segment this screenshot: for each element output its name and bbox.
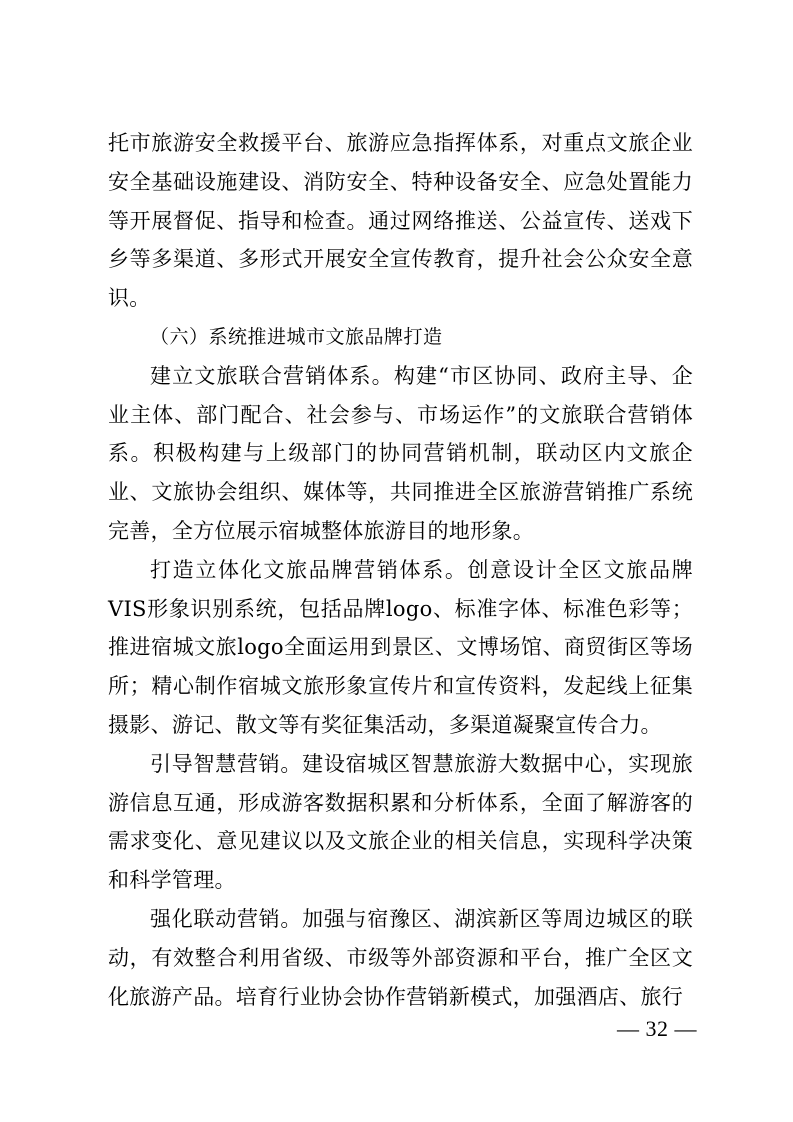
paragraph-linked-marketing: 强化联动营销。加强与宿豫区、湖滨新区等周边城区的联动，有效整合利用省级、市级等外部资源和平台，推广全区文化旅游产品。培育行业协会协作营销新模式，加强酒店、旅行 xyxy=(108,906,693,1009)
paragraph-safety-platform: 托市旅游安全救援平台、旅游应急指挥体系，对重点文旅企业安全基础设施建设、消防安全、特种设备安全、应急处置能力等开展督促、指导和检查。通过网络推送、公益宣传、送戏下乡等多渠道、多形式开展安全宣传教育，提升社会公众安全意识。 xyxy=(108,131,693,311)
paragraph-smart-marketing: 引导智慧营销。建设宿城区智慧旅游大数据中心，实现旅游信息互通，形成游客数据积累和分析体系，全面了解游客的需求变化、意见建议以及文旅企业的相关信息，实现科学决策和科学管理。 xyxy=(108,751,693,893)
page-number: — 32 — xyxy=(617,1016,697,1041)
document-body xyxy=(108,124,693,1016)
paragraph-brand-marketing: 打造立体化文旅品牌营销体系。创意设计全区文旅品牌VIS形象识别系统，包括品牌logo、标准字体、标准色彩等；推进宿城文旅logo全面运用到景区、文博场馆、商贸街区等场所；精心制作宿城文旅形象宣传片和宣传资料，发起线上征集摄影、游记、散文等有奖征集活动，多渠道凝聚宣传合力。 xyxy=(108,557,693,737)
section-heading-brand: （六）系统推进城市文旅品牌打造 xyxy=(150,325,443,348)
paragraph-joint-marketing: 建立文旅联合营销体系。构建“市区协同、政府主导、企业主体、部门配合、社会参与、市场运作”的文旅联合营销体系。积极构建与上级部门的协同营销机制，联动区内文旅企业、文旅协会组织、媒体等，共同推进全区旅游营销推广系统完善，全方位展示宿城整体旅游目的地形象。 xyxy=(108,363,693,543)
